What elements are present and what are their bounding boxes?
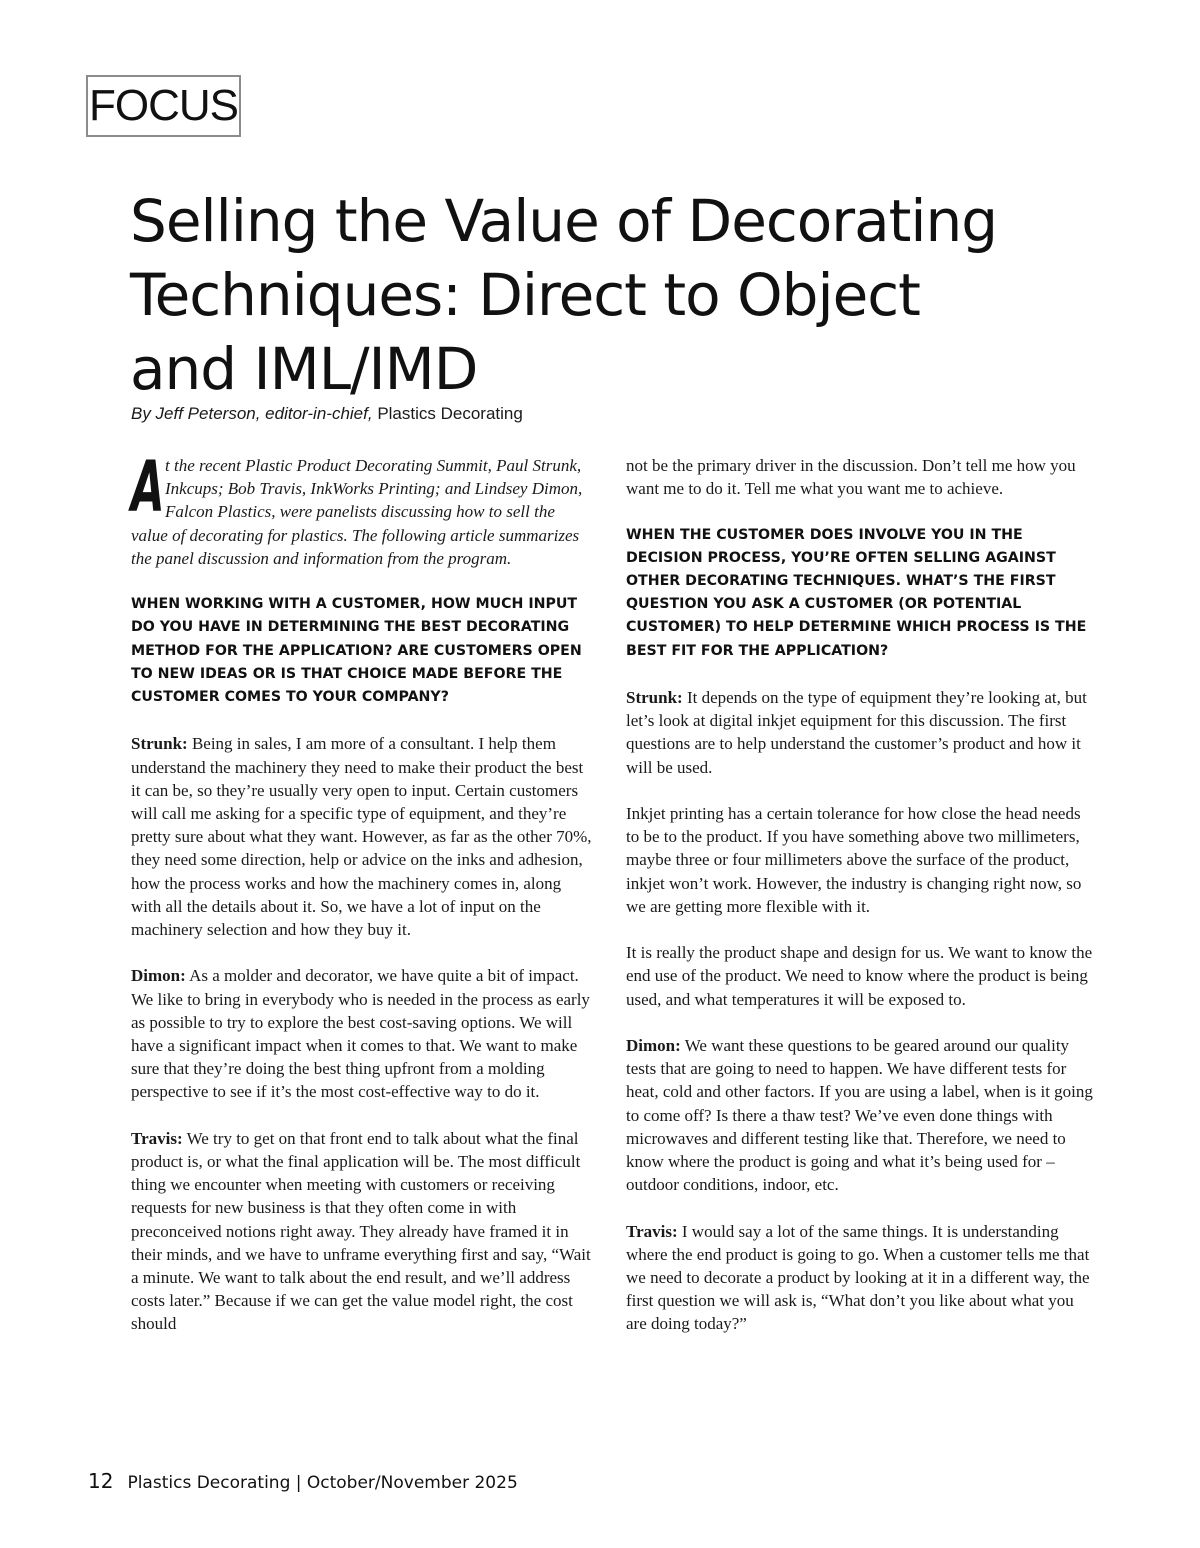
left-column — [131, 446, 594, 1359]
answer-strunk-1 — [131, 732, 594, 941]
answer-travis-1 — [131, 1127, 594, 1336]
answer-travis-1-continued: not be the primary driver in the discussion. Don’t tell me how you want me to do it. Tell me what you want me to achieve. — [626, 456, 1076, 499]
speaker-name: Travis: — [626, 1221, 678, 1241]
article-title: Selling the Value of Decorating Techniques: Direct to Object and IML/IMD — [130, 187, 998, 403]
byline-author: By Jeff Peterson, editor-in-chief, — [131, 404, 373, 423]
answer-text: It depends on the type of equipment they’re looking at, but let’s look at digital inkjet equipment for this discussion. The first questions are to help understand the customer’s product and how it will be used. — [626, 688, 1087, 777]
answer-strunk-2 — [626, 686, 1096, 779]
right-column — [626, 454, 1096, 1359]
drop-cap: A — [131, 446, 165, 528]
answer-text: We want these questions to be geared around our quality tests that are going to need to happen. We have different tests for heat, cold and other factors. If you are using a label, when is it going to come off? Is there a thaw test? We’ve even done things with microwaves and different testing like that. Therefore, we need to know where the product is going and what it’s being used for – outdoor conditions, indoor, etc. — [626, 1036, 1093, 1195]
answer-text: Being in sales, I am more of a consultant. I help them understand the machinery they need to make their product the best it can be, so they’re usually very open to input. Certain customers will call me asking for a specific type of equipment, and they’re pretty sure about what they want. However, as far as the other 70%, they need some direction, help or advice on the inks and adhesion, how the process works and how the machinery comes in, along with all the details about it. So, we have a lot of input on the machinery selection and how they buy it. — [131, 734, 592, 940]
speaker-name: Travis: — [131, 1128, 183, 1148]
speaker-name: Dimon: — [626, 1036, 681, 1055]
footer-publication: Plastics Decorating | October/November 2025 — [127, 1473, 518, 1493]
answer-strunk-2-paragraph-3: It is really the product shape and design for us. We want to know the end use of the product. We need to know where the product is being used, and what temperatures it will be exposed to. — [626, 943, 1093, 1009]
page-footer — [88, 1470, 518, 1494]
answer-dimon-2 — [626, 1034, 1096, 1196]
question-2: WHEN THE CUSTOMER DOES INVOLVE YOU IN THE DECISION PROCESS, YOU’RE OFTEN SELLING AGAINST OTHER DECORATING TECHNIQUES. WHAT’S THE FIRST QUESTION YOU ASK A CUSTOMER (OR POTENTIAL CUSTOMER) TO HELP DETERMINE WHICH PROCESS IS THE BEST FIT FOR THE APPLICATION? — [626, 526, 1087, 659]
byline-publication: Plastics Decorating — [377, 404, 523, 423]
speaker-name: Strunk: — [131, 734, 188, 754]
section-label: FOCUS — [86, 75, 241, 137]
question-1: WHEN WORKING WITH A CUSTOMER, HOW MUCH INPUT DO YOU HAVE IN DETERMINING THE BEST DECORATING METHOD FOR THE APPLICATION? ARE CUSTOMERS OPEN TO NEW IDEAS OR IS THAT CHOICE MADE BEFORE THE CUSTOMER COMES TO YOUR COMPANY? — [131, 596, 582, 706]
page-number: 12 — [88, 1469, 114, 1493]
answer-dimon-1 — [131, 964, 594, 1103]
answer-text: As a molder and decorator, we have quite a bit of impact. We like to bring in everybody who is needed in the process as early as possible to try to explore the best cost-saving options. We will have a significant impact when it comes to that. We want to make sure that they’re doing the best thing upfront from a molding perspective to see if it’s the most cost-effective way to do it. — [131, 966, 590, 1102]
answer-travis-2 — [626, 1220, 1096, 1336]
intro-paragraph — [131, 446, 594, 570]
intro-text: t the recent Plastic Product Decorating Summit, Paul Strunk, Inkcups; Bob Travis, InkWorks Printing; and Lindsey Dimon, Falcon Plastics, were panelists discussing how to sell the value of decorating for plastics. The following article summarizes the panel discussion and information from the program. — [131, 456, 583, 568]
speaker-name: Strunk: — [626, 688, 683, 707]
answer-text: I would say a lot of the same things. It is understanding where the end product is going to go. When a customer tells me that we need to decorate a product by looking at it in a different way, the first question we will ask is, “What don’t you like about what you are doing today?” — [626, 1221, 1090, 1334]
answer-text: We try to get on that front end to talk about what the final product is, or what the final application will be. The most difficult thing we encounter when meeting with customers or receiving requests for new business is that they often come in with preconceived notions right away. They already have framed it in their minds, and we have to unframe everything first and say, “Wait a minute. We want to talk about the end result, and we’ll address costs later.” Because if we can get the value model right, the cost should — [131, 1128, 591, 1334]
speaker-name: Dimon: — [131, 966, 186, 986]
byline — [131, 402, 523, 426]
answer-strunk-2-paragraph-2: Inkjet printing has a certain tolerance for how close the head needs to be to the product. If you have something above two millimeters, maybe three or four millimeters above the surface of the product, inkjet won’t work. However, the industry is changing right now, so we are getting more flexible with it. — [626, 804, 1082, 916]
